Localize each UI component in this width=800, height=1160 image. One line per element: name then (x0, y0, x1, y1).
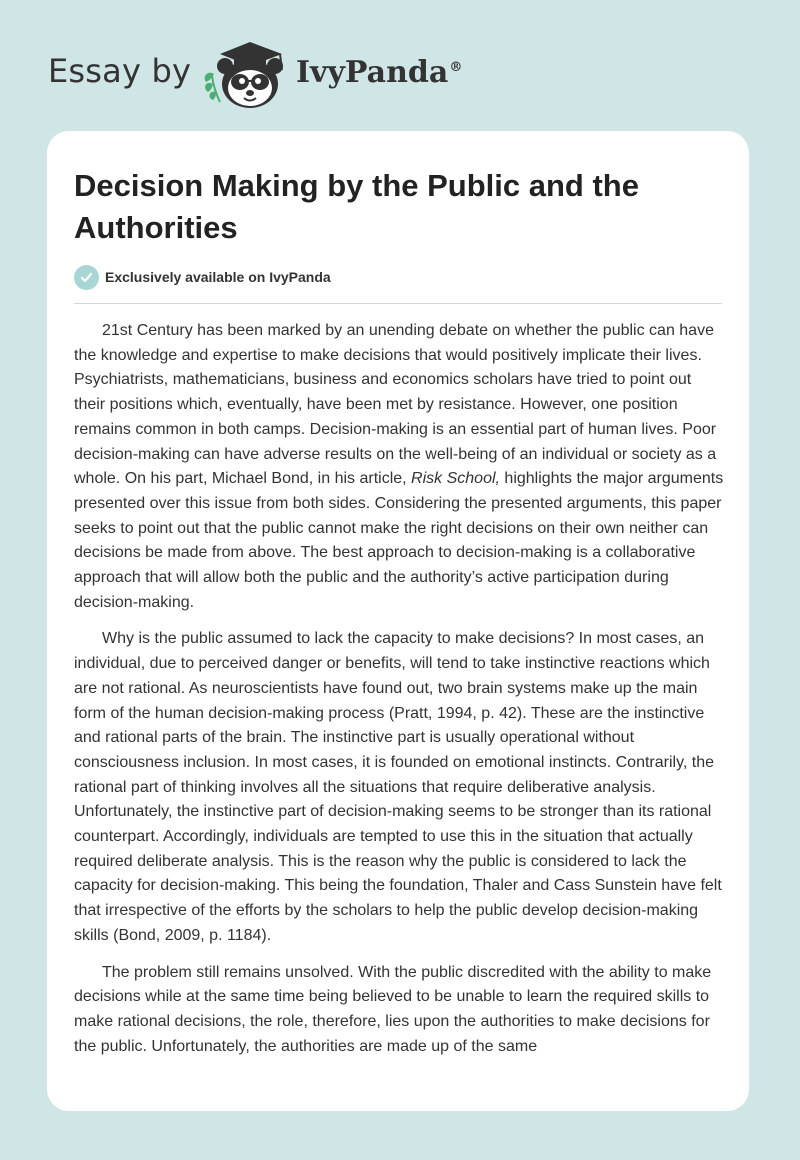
exclusive-label: Exclusively available on IvyPanda (105, 269, 331, 285)
paragraph-2: Why is the public assumed to lack the capacity to make decisions? In most cases, an individual, due to perceived danger or benefits, will tend to take instinctive reactions which are not rational. As neuroscientists have found out, two brain systems make up the main form of the human decision-making process (Pratt, 1994, p. 42). These are the instinctive and rational parts of the brain. The instinctive part is usually operational without consciousness inclusion. In most cases, it is founded on emotional instincts. Contrarily, the rational part of thinking involves all the situations that require deliberative analysis. Unfortunately, the instinctive part of decision-making seems to be stronger than its rational counterpart. Accordingly, individuals are tempted to use this in the situation that actually required deliberate analysis. This is the reason why the public is considered to lack the capacity for decision-making. This being the foundation, Thaler and Cass Sunstein have felt that irrespective of the efforts by the scholars to help the public develop decision-making skills (Bond, 2009, p. 1184). (74, 630, 722, 944)
essay-body (74, 319, 724, 1071)
exclusive-badge (74, 264, 331, 290)
paragraph-1: 21st Century has been marked by an unending debate on whether the public can have the knowledge and expertise to make decisions that would positively implicate their lives. Psychiatrists, mathematicians, business and economics scholars have tried to point out their positions which, eventually, have been met by resistance. However, one position remains common in both camps. Decision-making is an essential part of human lives. Poor decision-making can have adverse results on the well-being of an individual or society as a whole. On his part, Michael Bond, in his article, Risk School, highlights the major arguments presented over this issue from both sides. Considering the presented arguments, this paper seeks to point out that the public cannot make the right decisions on their own neither can decisions be made from above. The best approach to decision-making is a collaborative approach that will allow both the public and the authority’s active participation during decision-making. (74, 322, 724, 611)
check-circle-icon (74, 265, 99, 290)
divider (74, 303, 722, 304)
site-header (0, 0, 800, 130)
paragraph-3: The problem still remains unsolved. With the public discredited with the ability to make decisions while at the same time being believed to be unable to learn the required skills to make rational decisions, the role, therefore, lies upon the authorities to make decisions for the public. Unfortunately, the authorities are made up of the same (74, 963, 712, 1055)
registered-mark: ® (449, 60, 463, 75)
article-title-italic: Risk School, (411, 470, 500, 488)
brand-prefix: Essay by (48, 52, 192, 90)
content-fade (47, 1071, 749, 1111)
page-title: Decision Making by the Public and the Authorities (74, 168, 639, 245)
essay-card (47, 131, 749, 1111)
brand-name[interactable]: IvyPanda® (296, 55, 463, 90)
panda-graduate-logo-icon[interactable] (200, 36, 292, 110)
